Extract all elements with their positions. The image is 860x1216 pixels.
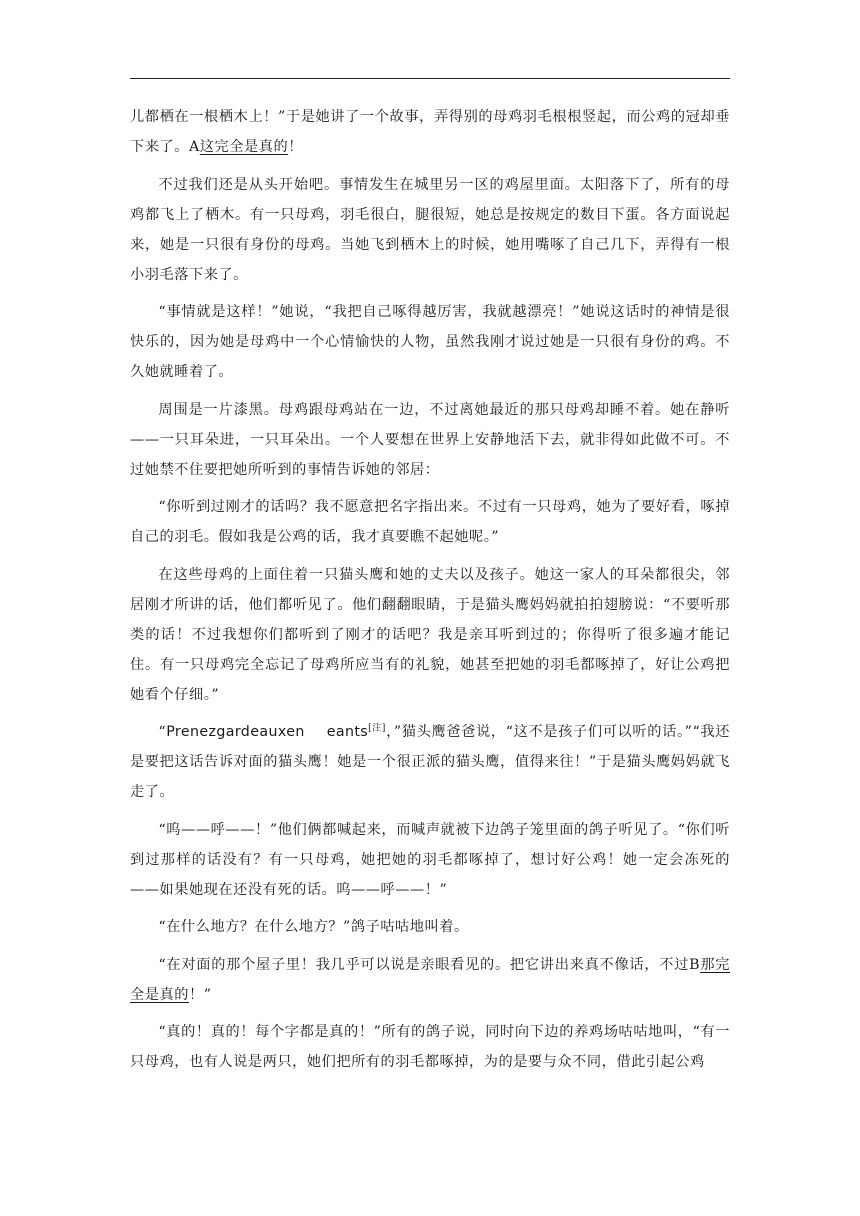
french-phrase-part-2: eants: [326, 724, 369, 740]
footnote-marker: [注]: [368, 723, 386, 734]
story-text: [130, 102, 730, 1085]
underlined-phrase-b: 那完全是真的: [130, 956, 730, 1003]
paragraph-4: 周围是一片漆黑。母鸡跟母鸡站在一边，不过离她最近的那只母鸡却睡不着。她在静听——一只耳朵进，一只耳朵出。一个人要想在世界上安静地活下去，就非得如此做不可。不过她禁不住要把她所听到的事情告诉她的邻居：: [130, 401, 730, 478]
paragraph-6: 在这些母鸡的上面住着一只猫头鹰和她的丈夫以及孩子。她这一家人的耳朵都很尖，邻居刚才所讲的话，他们都听见了。他们翻翻眼睛，于是猫头鹰妈妈就拍拍翅膀说：“不要听那类的话！不过我想你们都听到了刚才的话吧？我是亲耳听到过的；你得听了很多遍才能记住。有一只母鸡完全忘记了母鸡所应当有的礼貌，她甚至把她的羽毛都啄掉了，好让公鸡把她看个仔细。”: [130, 566, 730, 703]
paragraph-10-text: “在对面的那个屋子里！我几乎可以说是亲眼看见的。把它讲出来真不像话，不过: [158, 956, 690, 973]
paragraph-1-text: 儿都栖在一根栖木上！”于是她讲了一个故事，弄得别的母鸡羽毛根根竖起，而公鸡的冠却垂下来了。: [130, 109, 730, 155]
paragraph-3: “事情就是这样！”她说，“我把自己啄得越厉害，我就越漂亮！”她说这话时的神情是很快乐的，因为她是母鸡中一个心情愉快的人物，虽然我刚才说过她是一只很有身份的鸡。不久她就睡着了。: [130, 304, 730, 380]
paragraph-1: [130, 102, 730, 162]
paragraph-2: 不过我们还是从头开始吧。事情发生在城里另一区的鸡屋里面。太阳落下了，所有的母鸡都飞上了栖木。有一只母鸡，羽毛很白，腿很短，她总是按规定的数目下蛋。各方面说起来，她是一只很有身份的母鸡。当她飞到栖木上的时候，她用嘴啄了自己几下，弄得有一根小羽毛落下来了。: [130, 176, 730, 283]
paragraph-10: [130, 950, 730, 1010]
header-rule: [130, 78, 730, 79]
paragraph-10-end: ！”: [188, 986, 212, 1003]
open-quote: “: [158, 724, 167, 740]
french-phrase-part-1: Prenezgardeauxen: [166, 724, 305, 740]
marker-a: A: [188, 139, 200, 155]
paragraph-7-text: ，”猫头鹰爸爸说，“这不是孩子们可以听的话。”“我还是要把这话告诉对面的猫头鹰！她是一个很正派的猫头鹰，值得来往！”于是猫头鹰妈妈就飞走了。: [130, 724, 730, 800]
paragraph-11: “真的！真的！每个字都是真的！”所有的鸽子说，同时向下边的养鸡场咕咕地叫，“有一只母鸡，也有人说是两只，她们把所有的羽毛都啄掉，为的是要与众不同，借此引起公鸡: [130, 1024, 730, 1070]
paragraph-8: “呜——呼——！”他们俩都喊起来，而喊声就被下边鸽子笼里面的鸽子听见了。“你们听到过那样的话没有？有一只母鸡，她把她的羽毛都啄掉了，想讨好公鸡！她一定会冻死的——如果她现在还没有死的话。呜——呼——！”: [130, 821, 730, 898]
marker-b: B: [689, 956, 701, 973]
paragraph-7: [130, 717, 730, 807]
paragraph-1-end: ！: [288, 139, 303, 155]
paragraph-9: “在什么地方？在什么地方？”鸽子咕咕地叫着。: [158, 919, 469, 935]
underlined-phrase-a: 这完全是真的: [199, 139, 289, 155]
paragraph-5: “你听到过刚才的话吗？我不愿意把名字指出来。不过有一只母鸡，她为了要好看，啄掉自己的羽毛。假如我是公鸡的话，我才真要瞧不起她呢。”: [130, 499, 730, 545]
